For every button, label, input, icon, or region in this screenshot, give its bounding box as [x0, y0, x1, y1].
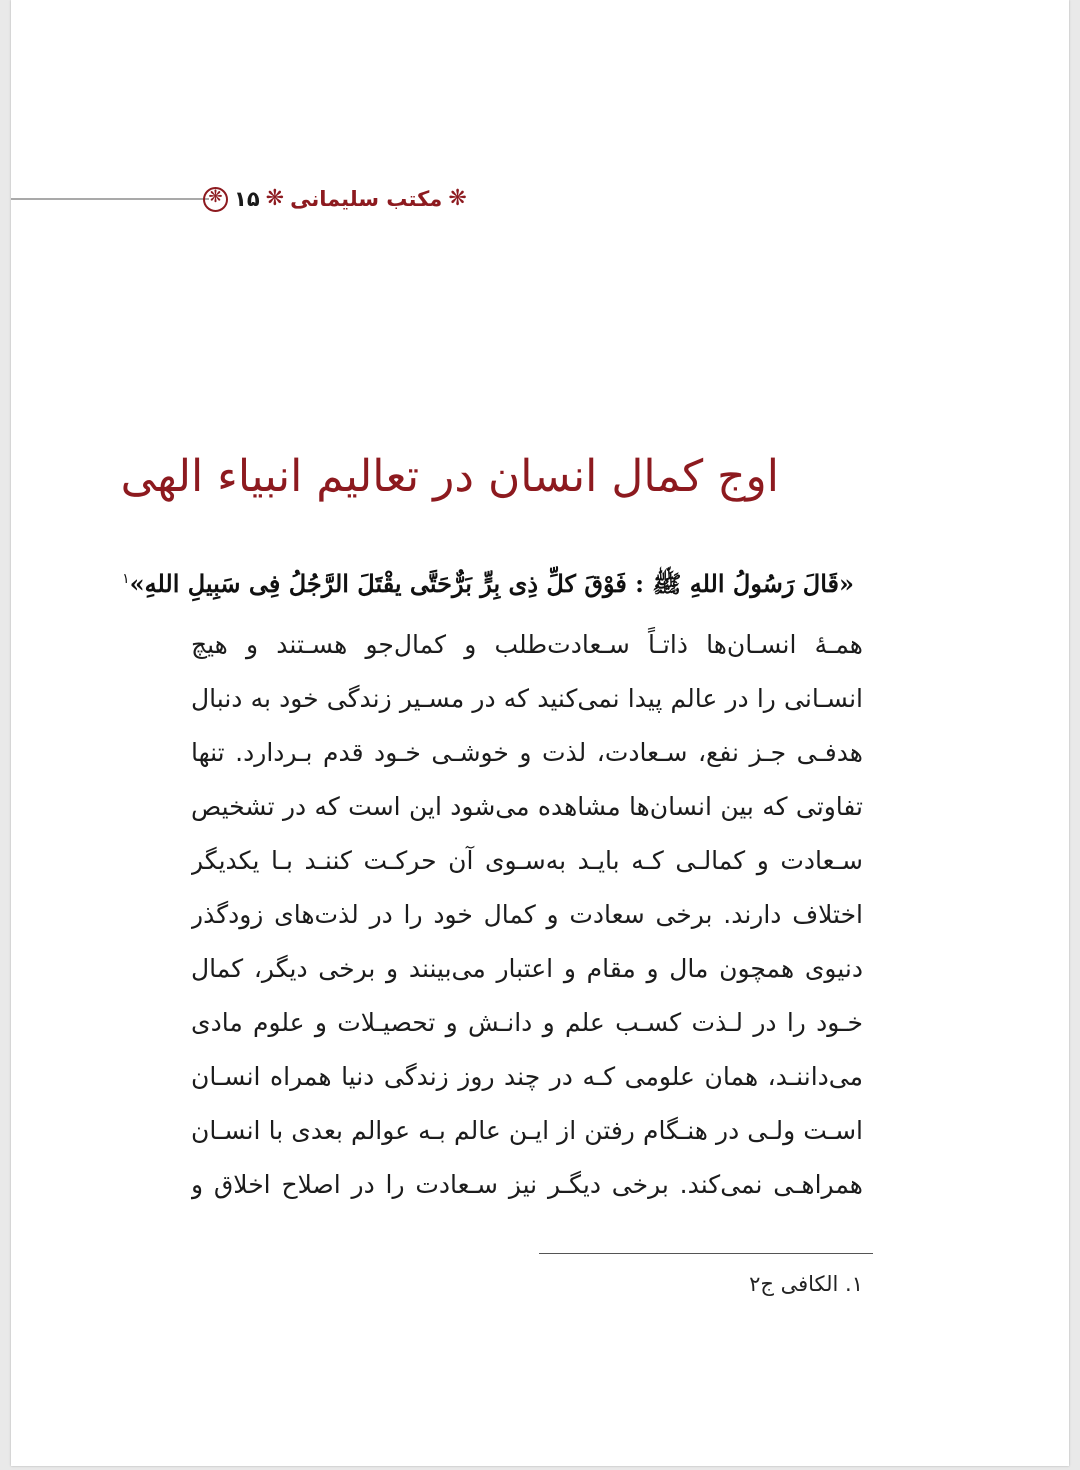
- ringed-ornament-icon: ❋: [203, 187, 228, 212]
- body-line: دنیوی همچون مال و مقام و اعتبار می‌بینند و برخی دیگر، کمال: [191, 954, 863, 983]
- chapter-title: اوج کمال انسان در تعالیم انبیاء الهی: [120, 451, 779, 502]
- body-line: تفاوتی که بین انسان‌ها مشاهده می‌شود این است که در تشخیص: [191, 792, 863, 821]
- book-title: مکتب سلیمانی: [290, 187, 443, 211]
- body-line: سـعادت و کمالـی کـه بایـد به‌سـوی آن حرکـت کننـد بـا یکدیگر: [191, 846, 863, 875]
- body-line: خـود را در لـذت کسـب علم و دانـش و تحصیـلات و علوم مادی: [191, 1008, 863, 1037]
- body-line: اختلاف دارند. برخی سعادت و کمال خود را در لذت‌های زودگذر: [191, 900, 863, 929]
- ornament-icon: ❋: [448, 186, 467, 211]
- running-header: [11, 178, 467, 218]
- hadith-text: «قَالَ رَسُولُ اللهِ ﷺ : فَوْقَ کلِّ ذِی بِرٍّ بَرٌّحَتَّی یقْتَلَ الرَّجُلُ فِی سَبِیلِ اللهِ»: [129, 569, 854, 598]
- body-line: انسـانی را در عالم پیدا نمی‌کنید که در مسـیر زندگی خود به دنبال: [191, 684, 863, 713]
- body-line: همـۀ انسـان‌ها ذاتـاً سـعادت‌طلب و کمال‌جو هسـتند و هیچ: [191, 630, 863, 659]
- footnote: ۱. الکافی ج۲: [749, 1272, 863, 1296]
- body-line: هدفـی جـز نفع، سـعادت، لذت و خوشـی خـود قدم بـردارد. تنها: [191, 738, 863, 767]
- body-text: [191, 618, 863, 1212]
- hadith-quote: [122, 568, 854, 600]
- ornament-icon: ❋: [265, 186, 285, 211]
- header-rule: [11, 198, 209, 200]
- book-page: [11, 0, 1069, 1466]
- body-line: اسـت ولـی در هنـگام رفتن از ایـن عالم بـه عوالم بعدی با انسـان: [191, 1116, 863, 1145]
- footnote-marker: ۱: [122, 571, 130, 587]
- body-line: می‌داننـد، همان علومی کـه در چند روز زندگی دنیا همراه انسـان: [191, 1062, 863, 1091]
- header-row: [203, 184, 467, 214]
- footnote-separator: [539, 1253, 873, 1254]
- page-number: ۱۵: [234, 187, 260, 211]
- body-line: همراهـی نمی‌کند. برخی دیگـر نیز سـعادت را در اصلاح اخلاق و: [191, 1170, 863, 1199]
